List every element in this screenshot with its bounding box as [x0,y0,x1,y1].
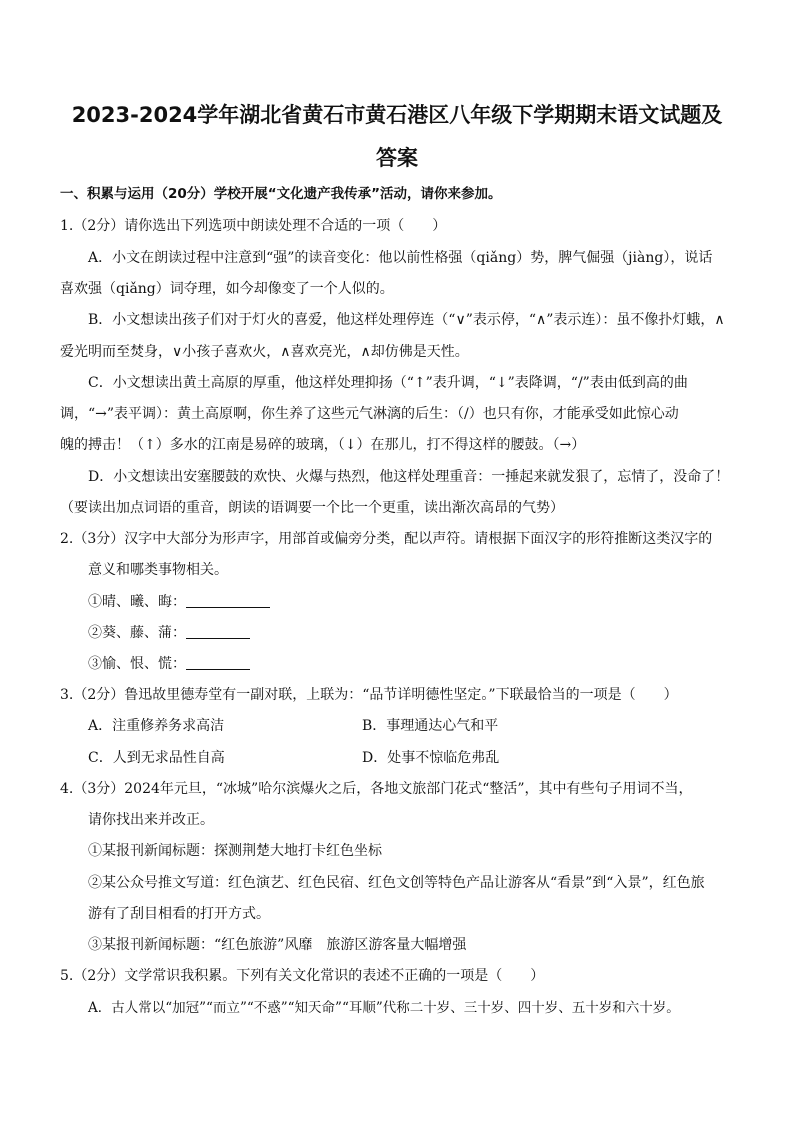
q1-option-c-line-2: 调，“→”表平调）：黄土高原啊，你生养了这些元气淋漓的后生：（/）也只有你，才能承受如此惊心动 [60,406,679,422]
q4-stem-line-2: 请你找出来并改正。 [88,812,214,828]
section-heading: 一、积累与运用（20分）学校开展“文化遗产我传承”活动，请你来参加。 [60,186,502,202]
q4-stem-line-1: 4.（3分）2024年元旦，“冰城”哈尔滨爆火之后，各地文旅部门花式“整活”，其中有些句子用词不当， [60,781,693,797]
q2-item-1-label: ①晴、曦、晦： [88,594,186,610]
q4-item-1: ①某报刊新闻标题：探测荆楚大地打卡红色坐标 [88,843,382,859]
q2-item-3-answer-blank[interactable] [186,655,250,670]
q1-option-c-line-1: C．小文想读出黄土高原的厚重，他这样处理抑扬（“↑”表升调，“↓”表降调，“/”表由低到高的曲 [88,375,688,391]
document-title-line-2: 答案 [376,146,418,170]
q1-option-b-line-2: 爱光明而至焚身，∨小孩子喜欢火，∧喜欢亮光，∧却仿佛是天性。 [60,344,469,360]
q1-option-d-line-2: （要读出加点词语的重音，朗读的语调要一个比一个更重，读出渐次高昂的气势） [60,500,564,516]
q1-stem: 1.（2分）请你选出下列选项中朗读处理不合适的一项（ ） [60,218,447,234]
q2-item-1 [88,592,270,612]
q2-item-3-label: ③愉、恨、慌： [88,656,186,672]
document-title-line-1: 2023-2024学年湖北省黄石市黄石港区八年级下学期期末语文试题及 [71,103,723,127]
q1-option-b-line-1: B．小文想读出孩子们对于灯火的喜爱，他这样处理停连（“∨”表示停，“∧”表示连）：虽不像扑灯蛾，∧ [88,312,725,328]
q1-option-c-line-3: 魄的搏击！（↑）多水的江南是易碎的玻璃，（↓）在那儿，打不得这样的腰鼓。（→） [60,437,586,453]
q5-stem: 5.（2分）文学常识我积累。下列有关文化常识的表述不正确的一项是（ ） [60,968,545,984]
q2-item-2 [88,623,250,643]
q4-item-3: ③某报刊新闻标题：“红色旅游”风靡 旅游区游客量大幅增强 [88,937,467,953]
q1-option-d-line-1: D．小文想读出安塞腰鼓的欢快、火爆与热烈，他这样处理重音：一捶起来就发狠了，忘情了，没命了！ [88,469,730,485]
q2-item-2-label: ②葵、藤、蒲： [88,625,186,641]
q1-option-a-line-1: A．小文在朗读过程中注意到“强”的读音变化：他以前性格强（qiǎng）势，脾气倔强（jiàng），说话 [88,250,713,266]
q3-option-c: C．人到无求品性自高 [88,750,225,766]
q3-option-d: D．处事不惊临危弗乱 [362,750,500,766]
q2-item-3 [88,654,250,674]
q3-option-a: A．注重修养务求高洁 [88,718,225,734]
q2-item-2-answer-blank[interactable] [186,624,250,639]
q1-option-a-line-2: 喜欢强（qiǎng）词夺理，如今却像变了一个人似的。 [60,281,394,297]
q4-item-2-line-1: ②某公众号推文写道：红色演艺、红色民宿、红色文创等特色产品让游客从“看景”到“入景”，红色旅 [88,875,705,891]
q3-stem: 3.（2分）鲁迅故里德寿堂有一副对联，上联为：“品节详明德性坚定。”下联最恰当的一项是（ ） [60,687,678,703]
q3-option-b: B．事理通达心气和平 [362,718,499,734]
q2-stem-line-1: 2.（3分）汉字中大部分为形声字，用部首或偏旁分类，配以声符。请根据下面汉字的形符推断这类汉字的 [60,531,713,547]
q5-option-a: A．古人常以“加冠”“而立”“不惑”“知天命”“耳顺”代称二十岁、三十岁、四十岁、五十岁和六十岁。 [88,1000,680,1016]
q2-stem-line-2: 意义和哪类事物相关。 [88,562,228,578]
q4-item-2-line-2: 游有了刮目相看的打开方式。 [88,906,270,922]
q2-item-1-answer-blank[interactable] [186,593,270,608]
